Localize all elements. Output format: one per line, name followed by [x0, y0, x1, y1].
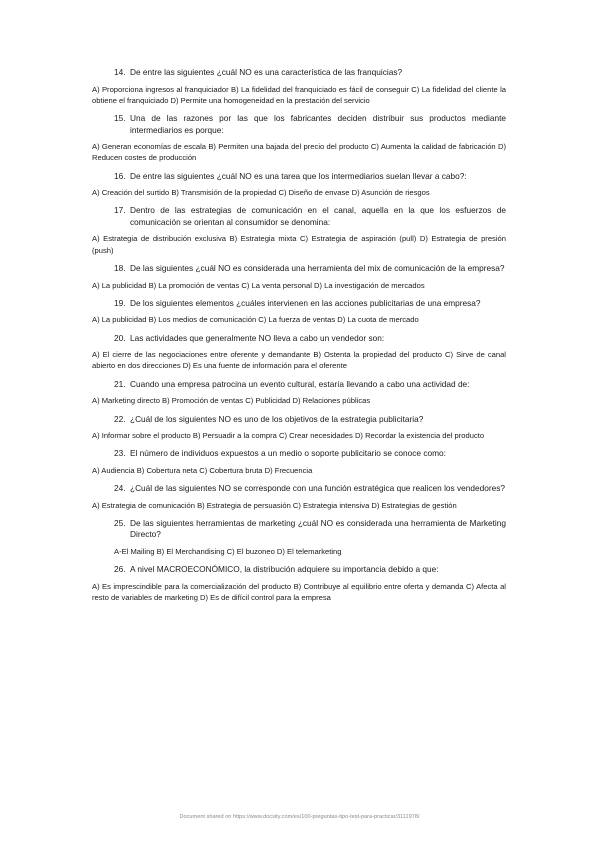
answer-options: A) Audiencia B) Cobertura neta C) Cobertura bruta D) Frecuencia — [92, 465, 313, 475]
question — [92, 67, 506, 79]
question-text: Cuando una empresa patrocina un evento cultural, estaría llevando a cabo una actividad de: — [130, 378, 470, 389]
question — [92, 171, 506, 183]
question-number: 23. — [114, 448, 126, 459]
question-number: 15. — [114, 113, 126, 124]
question-number: 21. — [114, 378, 126, 389]
question — [92, 333, 506, 345]
answer-options: A) Informar sobre el producto B) Persuadir a la compra C) Crear necesidades D) Recordar la existencia del producto — [92, 431, 485, 441]
question — [92, 518, 506, 541]
question-text: A nivel MACROECONÓMICO, la distribución adquiere su importancia debido a que: — [130, 564, 439, 575]
answer-options: A) La publicidad B) Los medios de comunicación C) La fuerza de ventas D) La cuota de mercado — [92, 315, 419, 325]
question-text: Una de las razones por las que los fabricantes deciden distribuir sus productos mediante intermediarios es porque: — [130, 113, 506, 135]
footer-share-notice: Document shared on https://www.docsity.com/es/100-preguntas-tipo-test-para-practicar/3111978/ — [179, 814, 420, 820]
answer-options: A) La publicidad B) La promoción de ventas C) La venta personal D) La investigación de mercados — [92, 280, 425, 290]
answer-options: A) Proporciona ingresos al franquiciador B) La fidelidad del franquiciado es fácil de conseguir C) La fidelidad del cliente la obtiene el franquiciado D) Permite una homogeneidad en la prestación del servicio — [92, 84, 506, 105]
question-number: 17. — [114, 205, 126, 216]
answer-options: A) El cierre de las negociaciones entre oferente y demandante B) Ostenta la propiedad del producto C) Sirve de canal abierto en dos direcciones D) Es una fuente de información para el oferente — [92, 350, 506, 371]
question-text: Dentro de las estrategias de comunicación en el canal, aquella en la que los esfuerzos de comunicación se orientan al consumidor se denomina: — [130, 205, 506, 227]
question-number: 22. — [114, 413, 126, 424]
question — [92, 263, 506, 275]
question-text: De las siguientes herramientas de marketing ¿cuál NO es considerada una herramienta de Marketing Directo? — [130, 517, 506, 540]
question-text: De los siguientes elementos ¿cuáles intervienen en las acciones publicitarias de una empresa? — [130, 297, 481, 308]
question-number: 14. — [114, 67, 126, 77]
question-text: De entre las siguientes ¿cuál NO es una tarea que los intermediarios suelan llevar a cabo?: — [130, 170, 467, 181]
question-text: El número de individuos expuestos a un medio o soporte publicitario se conoce como: — [130, 448, 446, 459]
question — [92, 379, 506, 391]
question-text: ¿Cuál de los siguientes NO es uno de los objetivos de la estrategia publicitaria? — [130, 413, 424, 424]
question — [92, 113, 506, 136]
question-number: 16. — [114, 170, 126, 181]
question-number: 20. — [114, 332, 126, 343]
question-text: Las actividades que generalmente NO lleva a cabo un vendedor son: — [130, 332, 385, 343]
question-list — [92, 67, 506, 610]
question — [92, 564, 506, 576]
question — [92, 448, 506, 460]
question-number: 18. — [114, 263, 126, 274]
question-number: 19. — [114, 297, 126, 308]
answer-options: A-El Mailing B) El Merchandising C) El buzoneo D) El telemarketing — [114, 546, 342, 556]
question-number: 25. — [114, 517, 126, 528]
answer-options: A) Creación del surtido B) Transmisión de la propiedad C) Diseño de envase D) Asunción de riesgos — [92, 188, 430, 198]
question-text: ¿Cuál de las siguientes NO se corresponde con una función estratégica que realicen los vendedores? — [130, 483, 505, 494]
question-text: De entre las siguientes ¿cuál NO es una característica de las franquicias? — [130, 67, 403, 77]
question — [92, 483, 506, 495]
question-number: 24. — [114, 483, 126, 494]
answer-options: A) Es imprescindible para la comercialización del producto B) Contribuye al equilibrio entre oferta y demanda C) Afecta al resto de variables de marketing D) Es de difícil control para la empresa — [92, 581, 506, 603]
answer-options: A) Estrategia de distribución exclusiva B) Estrategia mixta C) Estrategia de aspiración (pull) D) Estrategia de presión (push) — [92, 234, 506, 255]
question — [92, 298, 506, 310]
question — [92, 414, 506, 426]
answer-options: A) Generan economías de escala B) Permiten una bajada del precio del producto C) Aumenta la calidad de fabricación D) Reducen costes de producción — [92, 142, 506, 163]
question-number: 26. — [114, 564, 126, 575]
question-text: De las siguientes ¿cuál NO es considerada una herramienta del mix de comunicación de la empresa? — [130, 263, 505, 274]
answer-options: A) Estrategia de comunicación B) Estrategia de persuasión C) Estrategia intensiva D) Estrategias de gestión — [92, 500, 457, 510]
answer-options: A) Marketing directo B) Promoción de ventas C) Publicidad D) Relaciones públicas — [92, 396, 371, 406]
question — [92, 205, 506, 228]
